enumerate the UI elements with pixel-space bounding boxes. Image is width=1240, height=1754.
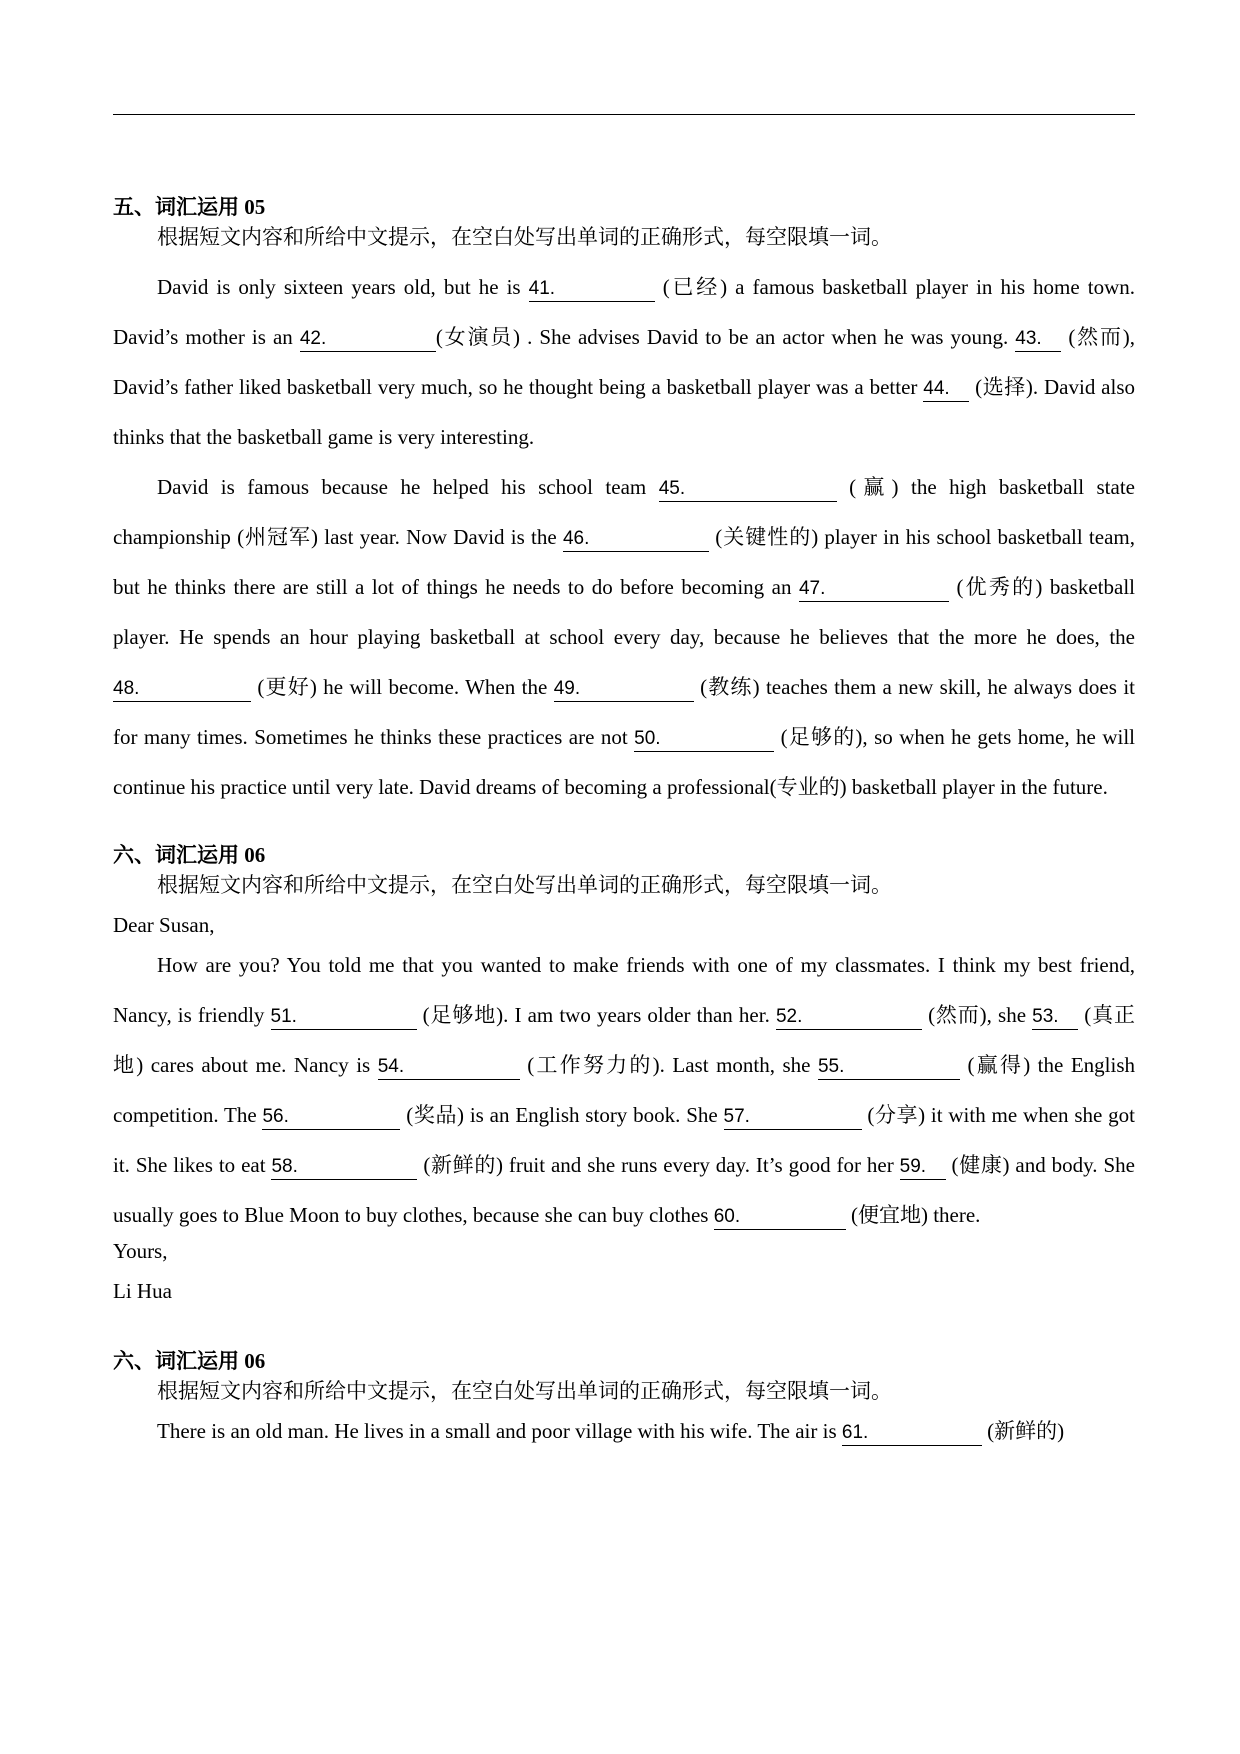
passage-text: (然而), David’s father liked basketball very much, so he thought being a basketball player was a better bbox=[113, 325, 1135, 399]
passage-text: (便宜地) there. bbox=[845, 1203, 981, 1227]
passage-text: (赢得) the English competition. The bbox=[113, 1053, 1135, 1127]
passage-text: (已经) a famous basketball player in his home town. David’s mother is an bbox=[113, 275, 1135, 349]
answer-blank-44[interactable]: 44. bbox=[923, 375, 969, 402]
answer-blank-55[interactable]: 55. bbox=[818, 1053, 960, 1080]
passage-text: (新鲜的) bbox=[981, 1419, 1065, 1443]
passage-text: (新鲜的) fruit and she runs every day. It’s good for her bbox=[417, 1153, 900, 1177]
passage-text: David is only sixteen years old, but he is bbox=[157, 275, 529, 299]
answer-blank-61[interactable]: 61. bbox=[842, 1419, 982, 1446]
passage-text: (教练) teaches them a new skill, he always does it for many times. Sometimes he thinks these practices are not bbox=[113, 675, 1135, 749]
passage-text: (然而), she bbox=[921, 1003, 1033, 1027]
passage-paragraph bbox=[113, 462, 1135, 812]
worksheet-content bbox=[113, 192, 1135, 1456]
section-title: 六、词汇运用 06 bbox=[113, 1349, 266, 1373]
answer-blank-52[interactable]: 52. bbox=[776, 1003, 922, 1030]
passage-text: (女演员) . She advises David to be an actor when he was young. bbox=[435, 325, 1016, 349]
answer-blank-41[interactable]: 41. bbox=[529, 275, 655, 302]
passage-text: (健康) and body. She usually goes to Blue Moon to buy clothes, because she can buy clothes bbox=[113, 1153, 1135, 1227]
passage-text: (优秀的) basketball player. He spends an hour playing basketball at school every day, because he believes that the more he does, the bbox=[113, 575, 1135, 649]
passage-text: How are you? You told me that you wanted to make friends with one of my classmates. I think my best friend, Nancy, is friendly bbox=[113, 953, 1135, 1027]
passage-text: (工作努力的). Last month, she bbox=[519, 1053, 818, 1077]
answer-blank-60[interactable]: 60. bbox=[714, 1203, 846, 1230]
passage-text: (足够的), so when he gets home, he will continue his practice until very late. David dreams of becoming a professional(专业的) basketball player in the future. bbox=[113, 725, 1135, 799]
answer-blank-59[interactable]: 59. bbox=[900, 1153, 946, 1180]
letter-greeting: Dear Susan, bbox=[113, 913, 215, 937]
passage-text: David is famous because he helped his school team bbox=[157, 475, 659, 499]
answer-blank-42[interactable]: 42. bbox=[300, 325, 436, 352]
passage-text: There is an old man. He lives in a small and poor village with his wife. The air is bbox=[157, 1419, 842, 1443]
passage-text: (更好) he will become. When the bbox=[251, 675, 554, 699]
section-instruction: 根据短文内容和所给中文提示，在空白处写出单词的正确形式，每空限填一词。 bbox=[157, 873, 892, 897]
passage-text: (赢) the high basketball state championship (州冠军) last year. Now David is the bbox=[113, 475, 1135, 549]
answer-blank-50[interactable]: 50. bbox=[634, 725, 774, 752]
answer-blank-43[interactable]: 43. bbox=[1015, 325, 1061, 352]
answer-blank-57[interactable]: 57. bbox=[724, 1103, 862, 1130]
answer-blank-48[interactable]: 48. bbox=[113, 675, 251, 702]
header-rule bbox=[113, 114, 1135, 115]
answer-blank-51[interactable]: 51. bbox=[271, 1003, 417, 1030]
passage-text: (选择). David also thinks that the basketball game is very interesting. bbox=[113, 375, 1135, 449]
answer-blank-46[interactable]: 46. bbox=[563, 525, 709, 552]
passage-text: (关键性的) player in his school basketball team, but he thinks there are still a lot of things he needs to do before becoming an bbox=[113, 525, 1135, 599]
passage-paragraph bbox=[113, 1406, 1135, 1456]
answer-blank-45[interactable]: 45. bbox=[659, 475, 837, 502]
passage-text: (真正地) cares about me. Nancy is bbox=[113, 1003, 1135, 1077]
passage-text: (分享) it with me when she got it. She likes to eat bbox=[113, 1103, 1135, 1177]
answer-blank-49[interactable]: 49. bbox=[554, 675, 694, 702]
passage-paragraph bbox=[113, 940, 1135, 1240]
passage-paragraph bbox=[113, 262, 1135, 462]
section-title: 六、词汇运用 06 bbox=[113, 843, 266, 867]
letter-signature: Li Hua bbox=[113, 1279, 172, 1303]
section-instruction: 根据短文内容和所给中文提示，在空白处写出单词的正确形式，每空限填一词。 bbox=[157, 225, 892, 249]
section-instruction: 根据短文内容和所给中文提示，在空白处写出单词的正确形式，每空限填一词。 bbox=[157, 1379, 892, 1403]
passage-text: (奖品) is an English story book. She bbox=[400, 1103, 724, 1127]
passage-text: (足够地). I am two years older than her. bbox=[416, 1003, 776, 1027]
answer-blank-47[interactable]: 47. bbox=[799, 575, 949, 602]
answer-blank-54[interactable]: 54. bbox=[378, 1053, 520, 1080]
answer-blank-58[interactable]: 58. bbox=[271, 1153, 417, 1180]
section-title: 五、词汇运用 05 bbox=[113, 195, 266, 219]
letter-closing: Yours, bbox=[113, 1239, 168, 1263]
answer-blank-56[interactable]: 56. bbox=[262, 1103, 400, 1130]
answer-blank-53[interactable]: 53. bbox=[1032, 1003, 1078, 1030]
